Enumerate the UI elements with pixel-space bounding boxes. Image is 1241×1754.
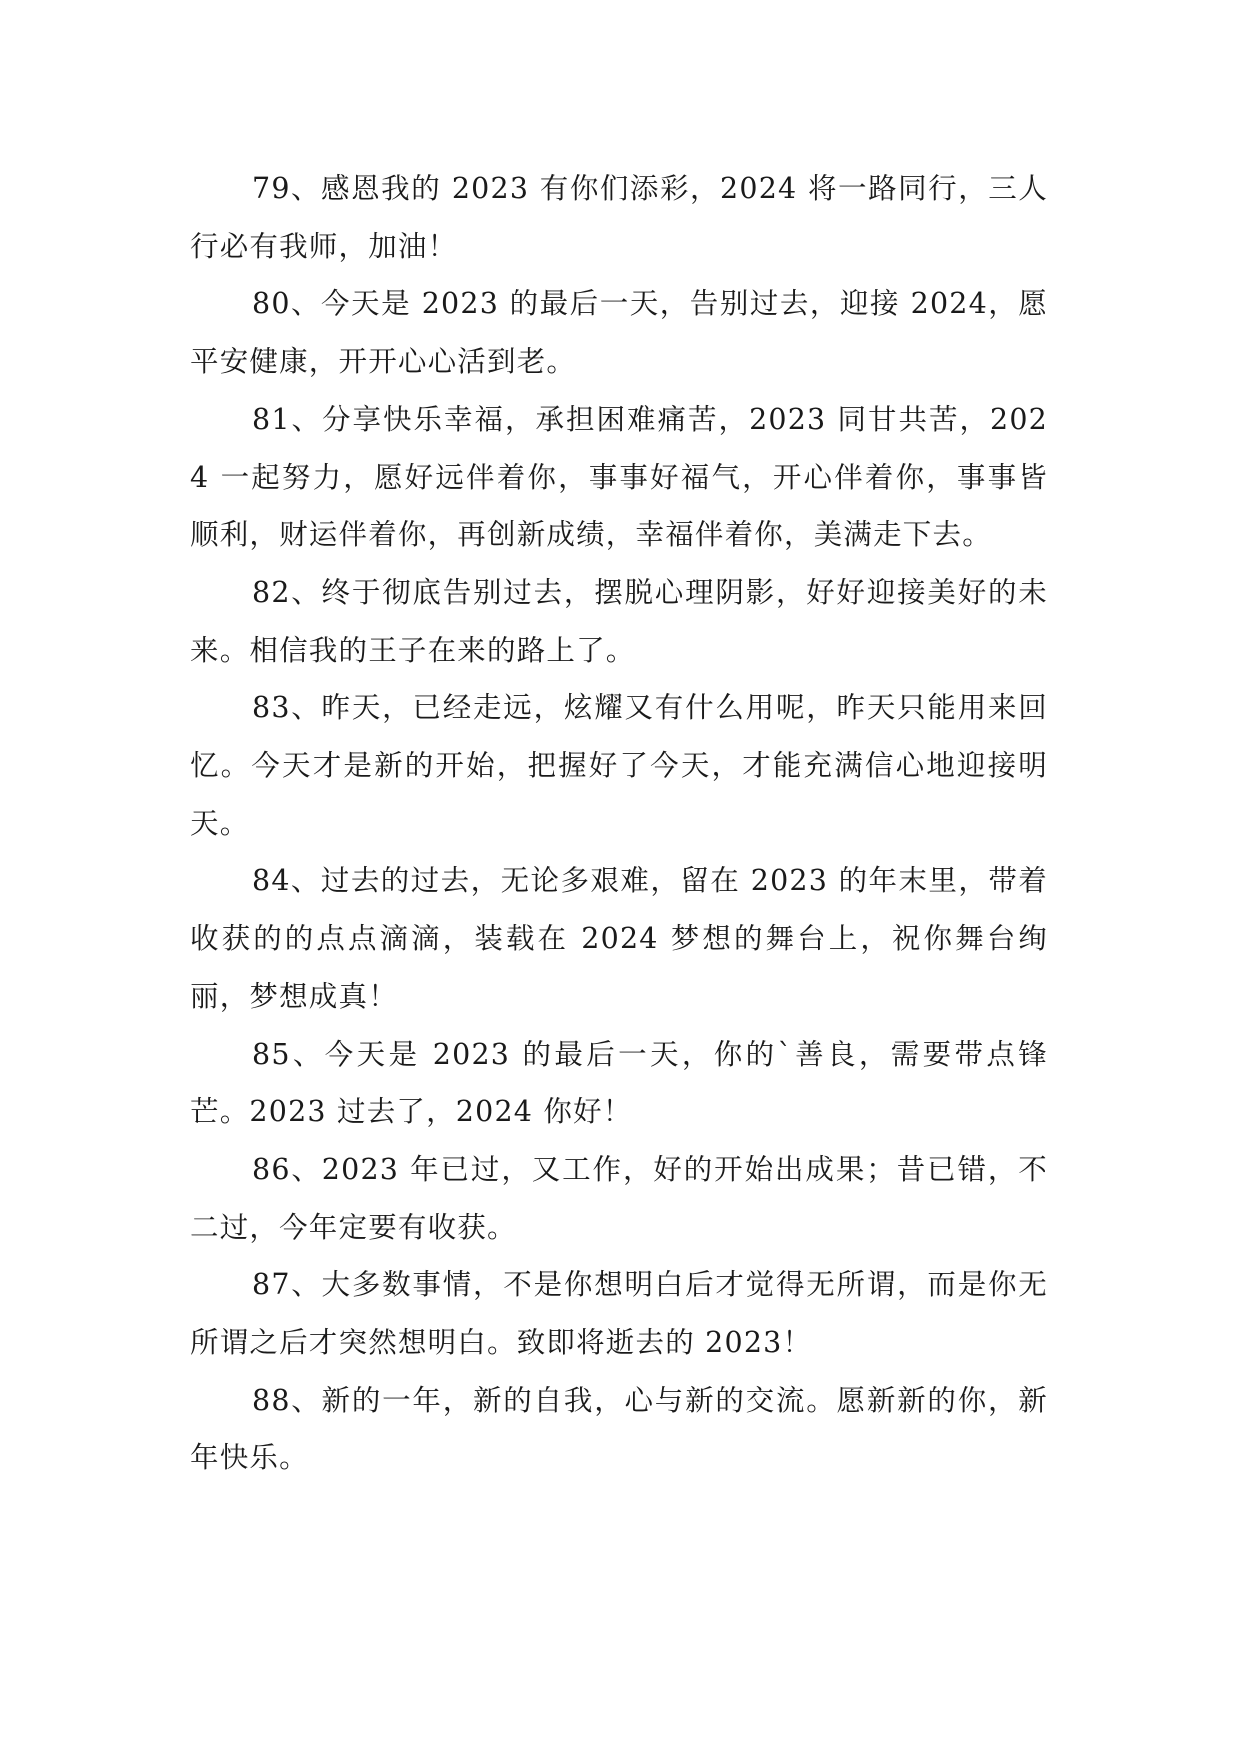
- paragraph-86: 86、2023 年已过，又工作，好的开始出成果；昔已错，不二过，今年定要有收获。: [190, 1152, 1048, 1244]
- paragraph-81: 81、分享快乐幸福，承担困难痛苦，2023 同甘共苦，2024 一起努力，愿好远伴着你，事事好福气，开心伴着你，事事皆顺利，财运伴着你，再创新成绩，幸福伴着你，美满走下去。: [190, 402, 1048, 552]
- paragraph-88: 88、新的一年，新的自我，心与新的交流。愿新新的你，新年快乐。: [190, 1383, 1048, 1475]
- paragraph-87: 87、大多数事情，不是你想明白后才觉得无所谓，而是你无所谓之后才突然想明白。致即将逝去的 2023！: [190, 1268, 1048, 1360]
- paragraph-83: 83、昨天，已经走远，炫耀又有什么用呢，昨天只能用来回忆。今天才是新的开始，把握好了今天，才能充满信心地迎接明天。: [190, 691, 1048, 840]
- paragraph-79: 79、感恩我的 2023 有你们添彩，2024 将一路同行，三人行必有我师，加油！: [190, 172, 1048, 263]
- paragraph-84: 84、过去的过去，无论多艰难，留在 2023 的年末里，带着收获的的点点滴滴，装载在 2024 梦想的舞台上，祝你舞台绚丽，梦想成真！: [190, 864, 1048, 1013]
- paragraph-80: 80、今天是 2023 的最后一天，告别过去，迎接 2024，愿平安健康，开开心心活到老。: [190, 287, 1048, 379]
- paragraph-82: 82、终于彻底告别过去，摆脱心理阴影，好好迎接美好的未来。相信我的王子在来的路上了。: [190, 575, 1048, 667]
- paragraph-85: 85、今天是 2023 的最后一天，你的`善良，需要带点锋芒。2023 过去了，2024 你好！: [190, 1037, 1048, 1129]
- document-body: [190, 160, 1048, 1487]
